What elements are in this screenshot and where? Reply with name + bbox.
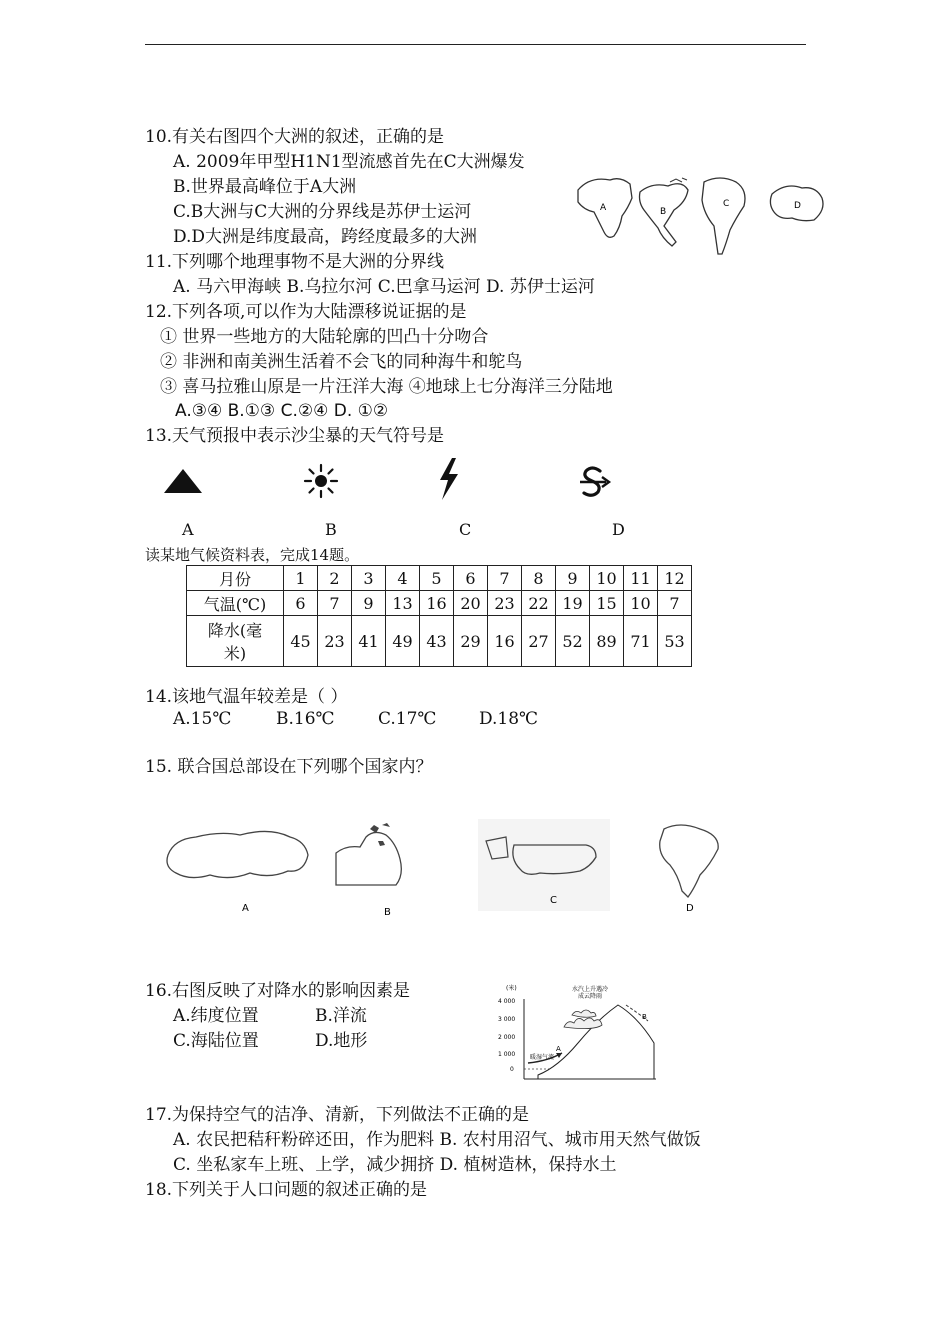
month-cell: 6 — [454, 566, 488, 591]
country-b-islands — [370, 823, 390, 846]
q11-stem: 11.下列哪个地理事物不是大洲的分界线 — [145, 252, 445, 272]
header-months: 月份 — [187, 566, 284, 591]
lightning-icon — [436, 458, 462, 500]
header-temperature: 气温(℃) — [187, 591, 284, 616]
q17-stem: 17.为保持空气的洁净、清新，下列做法不正确的是 — [145, 1105, 530, 1125]
temp-cell: 23 — [488, 591, 522, 616]
map-label-d: D — [794, 201, 801, 211]
country-label-d: D — [686, 903, 694, 914]
country-d-outline — [660, 825, 718, 897]
q13-label-b: B — [325, 520, 337, 539]
q11-options: A. 马六甲海峡 B.乌拉尔河 C.巴拿马运河 D. 苏伊士运河 — [173, 277, 595, 297]
country-a-outline — [167, 831, 308, 877]
month-cell: 4 — [386, 566, 420, 591]
map-label-a: A — [600, 203, 607, 213]
diagram-ytick-4000: 4 000 — [498, 998, 516, 1005]
table-row-months — [187, 566, 692, 591]
precip-label-line2: 米) — [223, 644, 247, 663]
precip-cell: 45 — [284, 616, 318, 667]
q13-label-a: A — [182, 520, 194, 539]
q16-option-b: B.洋流 — [315, 1006, 367, 1026]
month-cell: 12 — [658, 566, 692, 591]
country-maps — [160, 815, 730, 920]
temp-cell: 7 — [658, 591, 692, 616]
q14-option-c: C.17℃ — [378, 709, 437, 729]
precip-cell: 29 — [454, 616, 488, 667]
month-cell: 11 — [624, 566, 658, 591]
q10-stem: 10.有关右图四个大洲的叙述，正确的是 — [145, 127, 445, 147]
q18-stem: 18.下列关于人口问题的叙述正确的是 — [145, 1180, 428, 1200]
climate-table — [186, 565, 692, 667]
continents-map — [570, 170, 832, 260]
temp-cell: 6 — [284, 591, 318, 616]
diagram-title-line1: 水汽上升遇冷 — [572, 986, 609, 993]
q10-option-b: B.世界最高峰位于A大洲 — [173, 177, 357, 197]
temp-cell: 16 — [420, 591, 454, 616]
q14-option-d: D.18℃ — [479, 709, 539, 729]
q16-option-c: C.海陆位置 — [173, 1031, 259, 1051]
q16-option-a: A.纬度位置 — [173, 1006, 259, 1026]
q10-option-c: C.B大洲与C大洲的分界线是苏伊士运河 — [173, 202, 472, 222]
temp-cell: 7 — [318, 591, 352, 616]
temp-cell: 9 — [352, 591, 386, 616]
q12-item-2: ② 非洲和南美洲生活着不会飞的同种海牛和鸵鸟 — [160, 352, 523, 372]
month-cell: 8 — [522, 566, 556, 591]
precip-cell: 43 — [420, 616, 454, 667]
q13-label-c: C — [459, 520, 472, 539]
diagram-ytick-2000: 2 000 — [498, 1034, 516, 1041]
month-cell: 7 — [488, 566, 522, 591]
q17-options-row1: A. 农民把秸秆粉碎还田，作为肥料 B. 农村用沼气、城市用天然气做饭 — [173, 1130, 701, 1150]
q16-option-d: D.地形 — [315, 1031, 368, 1051]
q13-stem: 13.天气预报中表示沙尘暴的天气符号是 — [145, 426, 445, 446]
month-cell: 9 — [556, 566, 590, 591]
diagram-ytick-0: 0 — [510, 1066, 514, 1073]
table-row-precipitation — [187, 616, 692, 667]
precip-cell: 71 — [624, 616, 658, 667]
precip-cell: 53 — [658, 616, 692, 667]
q15-stem: 15. 联合国总部设在下列哪个国家内？ — [145, 757, 433, 777]
table-row-temperature — [187, 591, 692, 616]
orographic-rain-diagram — [498, 983, 660, 1083]
month-cell: 2 — [318, 566, 352, 591]
q13-label-d: D — [612, 520, 625, 539]
temp-cell: 10 — [624, 591, 658, 616]
diagram-point-b: B — [642, 1013, 647, 1021]
header-precipitation — [187, 616, 284, 667]
climate-intro: 读某地气候资料表，完成14题。 — [145, 546, 360, 564]
temp-cell: 19 — [556, 591, 590, 616]
q14-option-a: A.15℃ — [173, 709, 232, 729]
country-label-a: A — [242, 903, 249, 914]
q14-option-b: B.16℃ — [276, 709, 335, 729]
diagram-title-line2: 成云降雨 — [578, 993, 603, 1000]
precip-cell: 49 — [386, 616, 420, 667]
month-cell: 1 — [284, 566, 318, 591]
map-label-b: B — [660, 207, 667, 217]
q16-stem: 16.右图反映了对降水的影响因素是 — [145, 981, 411, 1001]
precip-cell: 52 — [556, 616, 590, 667]
month-cell: 3 — [352, 566, 386, 591]
q12-stem: 12.下列各项,可以作为大陆漂移说证据的是 — [145, 302, 467, 322]
precip-label-line1: 降水(毫 — [207, 621, 263, 640]
temp-cell: 13 — [386, 591, 420, 616]
month-cell: 5 — [420, 566, 454, 591]
country-b-outline — [336, 832, 401, 885]
temp-cell: 20 — [454, 591, 488, 616]
diagram-unit: (米) — [506, 985, 517, 992]
temp-cell: 22 — [522, 591, 556, 616]
q12-item-3: ③ 喜马拉雅山原是一片汪洋大海 ④地球上七分海洋三分陆地 — [160, 377, 613, 397]
precip-cell: 16 — [488, 616, 522, 667]
q10-option-a: A. 2009年甲型H1N1型流感首先在C大洲爆发 — [173, 152, 525, 172]
country-label-b: B — [384, 907, 391, 918]
sun-icon — [303, 463, 339, 499]
country-label-c: C — [550, 895, 557, 906]
diagram-ytick-1000: 1 000 — [498, 1051, 516, 1058]
month-cell: 10 — [590, 566, 624, 591]
q12-options: A.③④ B.①③ C.②④ D. ①② — [175, 401, 389, 421]
precip-cell: 27 — [522, 616, 556, 667]
triangle-icon — [163, 468, 203, 494]
continent-c-outline — [702, 178, 745, 254]
precip-cell: 23 — [318, 616, 352, 667]
header-rule — [145, 44, 806, 45]
sandstorm-icon — [578, 465, 614, 499]
q12-item-1: ① 世界一些地方的大陆轮廓的凹凸十分吻合 — [160, 327, 489, 347]
precip-cell: 41 — [352, 616, 386, 667]
diagram-point-a: A — [556, 1045, 561, 1053]
q17-options-row2: C. 坐私家车上班、上学，减少拥挤 D. 植树造林，保持水土 — [173, 1155, 617, 1175]
precip-cell: 89 — [590, 616, 624, 667]
diagram-wind-label: 暖湿气流 — [530, 1054, 555, 1061]
q14-stem: 14.该地气温年较差是（ ） — [145, 687, 348, 707]
q10-option-d: D.D大洲是纬度最高，跨经度最多的大洲 — [173, 227, 478, 247]
map-label-c: C — [723, 199, 730, 209]
continent-b-islands — [670, 178, 687, 182]
diagram-ytick-3000: 3 000 — [498, 1016, 516, 1023]
temp-cell: 15 — [590, 591, 624, 616]
diagram-clouds — [564, 1010, 602, 1029]
